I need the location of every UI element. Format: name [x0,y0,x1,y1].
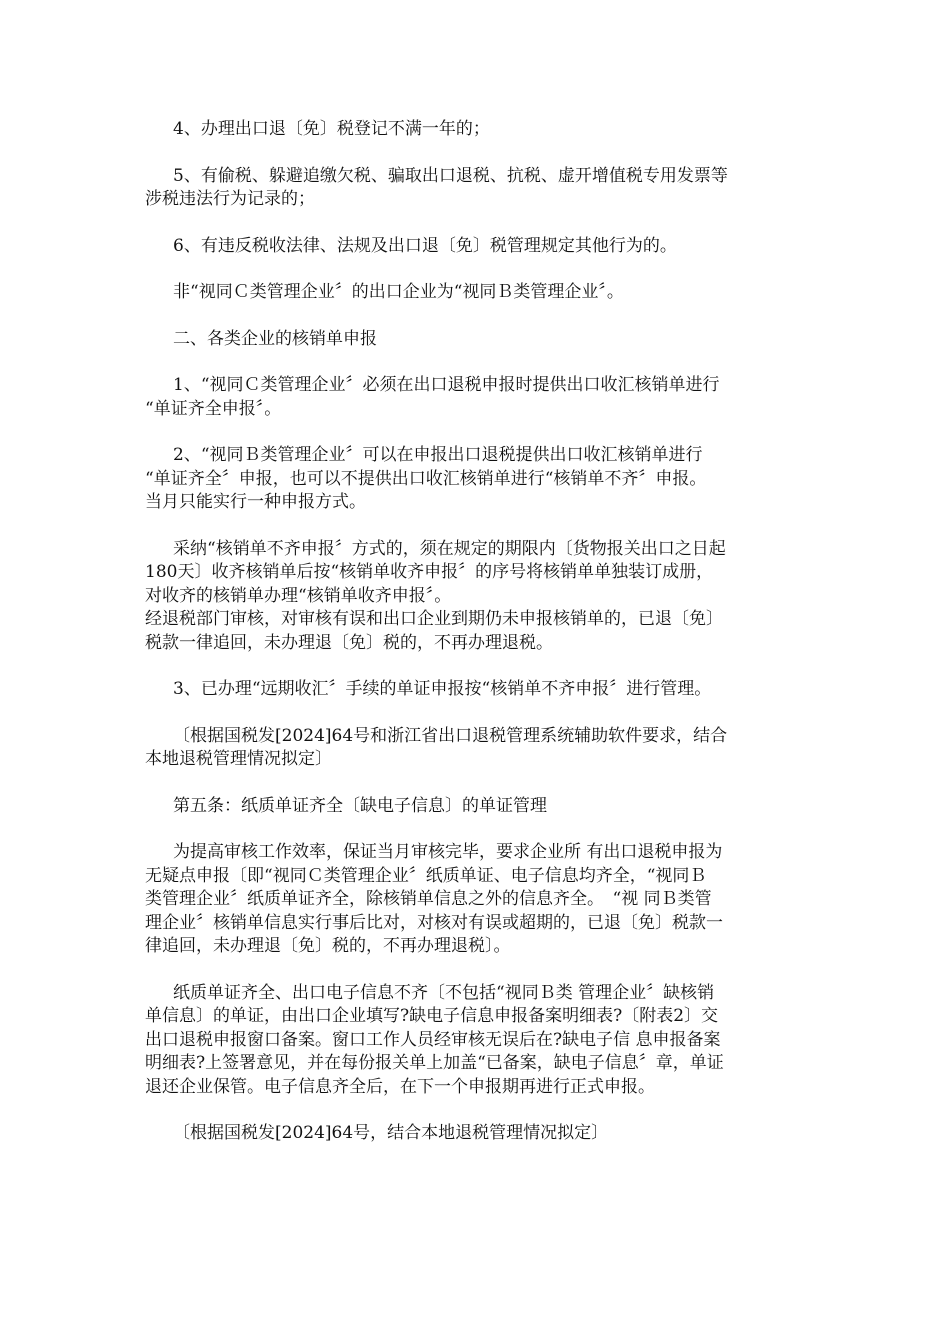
text-line: 涉税违法行为记录的； [145,189,315,209]
text-line: 非“视同Ｃ类管理企业〞的出口企业为“视同Ｂ类管理企业〞。 [173,282,624,302]
text-line: 采纳“核销单不齐申报〞方式的，须在规定的期限内〔货物报关出口之日起 [173,538,726,559]
text-line: 律追回，未办理退〔免〕税的，不再办理退税〕。 [145,936,511,956]
text-line: 无疑点申报〔即“视同Ｃ类管理企业〞纸质单证、电子信息均齐全，“视同Ｂ [145,865,707,886]
text-line: 出口退税申报窗口备案。窗口工作人员经审核无误后在?缺电子信 息申报备案 [145,1029,721,1050]
text-line: 为提高审核工作效率，保证当月审核完毕，要求企业所 有出口退税申报为 [173,842,723,862]
paragraph-item-5 [145,165,805,212]
text-line: 2、“视同Ｂ类管理企业〞可以在申报出口退税提供出口收汇核销单进行 [173,445,703,465]
text-line: 4、办理出口退〔免〕税登记不满一年的； [173,119,490,139]
paragraph-item-6 [145,235,805,259]
text-line: 理企业〞核销单信息实行事后比对，对核对有误或超期的，已退〔免〕税款一 [145,912,723,933]
text-line: 类管理企业〞纸质单证齐全，除核销单信息之外的信息齐全。 “视 同Ｂ类管 [145,889,712,909]
text-line: 本地退税管理情况拟定〕 [145,749,332,769]
paragraph-b-class-definition [145,281,805,305]
text-line: 经退税部门审核，对审核有误和出口企业到期仍未申报核销单的，已退〔免〕 [145,609,723,629]
text-line: 纸质单证齐全、出口电子信息不齐〔不包括“视同Ｂ类 管理企业〞缺核销 [173,982,715,1003]
paragraph-item-3-forward-collection [145,678,805,702]
text-line: 3、已办理“远期收汇〞手续的单证申报按“核销单不齐申报〞进行管理。 [173,679,712,699]
text-line: “单证齐全〞申报，也可以不提供出口收汇核销单进行“核销单不齐〞申报。 [145,468,707,489]
text-line: 180天〕收齐核销单后按“核销单收齐申报〞的序号将核销单单独装订成册， [145,562,714,582]
text-line: 退还企业保管。电子信息齐全后，在下一个申报期再进行正式申报。 [145,1076,655,1097]
text-line: 5、有偷税、躲避追缴欠税、骗取出口退税、抗税、虚开增值税专用发票等 [173,165,728,186]
section-heading-2 [145,328,805,352]
paragraph-c-class-declaration [145,374,805,421]
paragraph-review-recovery [145,608,805,655]
text-line: 6、有违反税收法律、法规及出口退〔免〕税管理规定其他行为的。 [173,235,677,256]
text-line: 税款一律追回，未办理退〔免〕税的，不再办理退税。 [145,632,553,653]
paragraph-missing-electronic-info [145,982,805,1100]
paragraph-b-class-declaration [145,444,805,515]
text-line: 二、各类企业的核销单申报 [173,328,377,349]
paragraph-efficiency [145,841,805,959]
paragraph-item-4 [145,118,805,142]
text-line: 第五条：纸质单证齐全〔缺电子信息〕的单证管理 [173,795,547,816]
paragraph-incomplete-declaration [145,538,805,609]
text-line: 当月只能实行一种申报方式。 [145,492,366,512]
paragraph-basis-note-2 [145,1122,805,1146]
article-5-heading [145,795,805,819]
text-line: 1、“视同Ｃ类管理企业〞必须在出口退税申报时提供出口收汇核销单进行 [173,375,720,395]
paragraph-basis-note-1 [145,725,805,772]
document-page [145,118,805,1169]
text-line: 明细表?上签署意见，并在每份报关单上加盖“已备案，缺电子信息〞章，单证 [145,1053,724,1073]
text-line: 〔根据国税发[2024]64号，结合本地退税管理情况拟定〕 [173,1123,609,1143]
text-line: 对收齐的核销单办理“核销单收齐申报〞。 [145,585,452,606]
text-line: “单证齐全申报〞。 [145,398,282,419]
text-line: 〔根据国税发[2024]64号和浙江省出口退税管理系统辅助软件要求，结合 [173,725,728,746]
text-line: 单信息〕的单证，由出口企业填写?缺电子信息申报备案明细表?〔附表2〕交 [145,1006,719,1026]
